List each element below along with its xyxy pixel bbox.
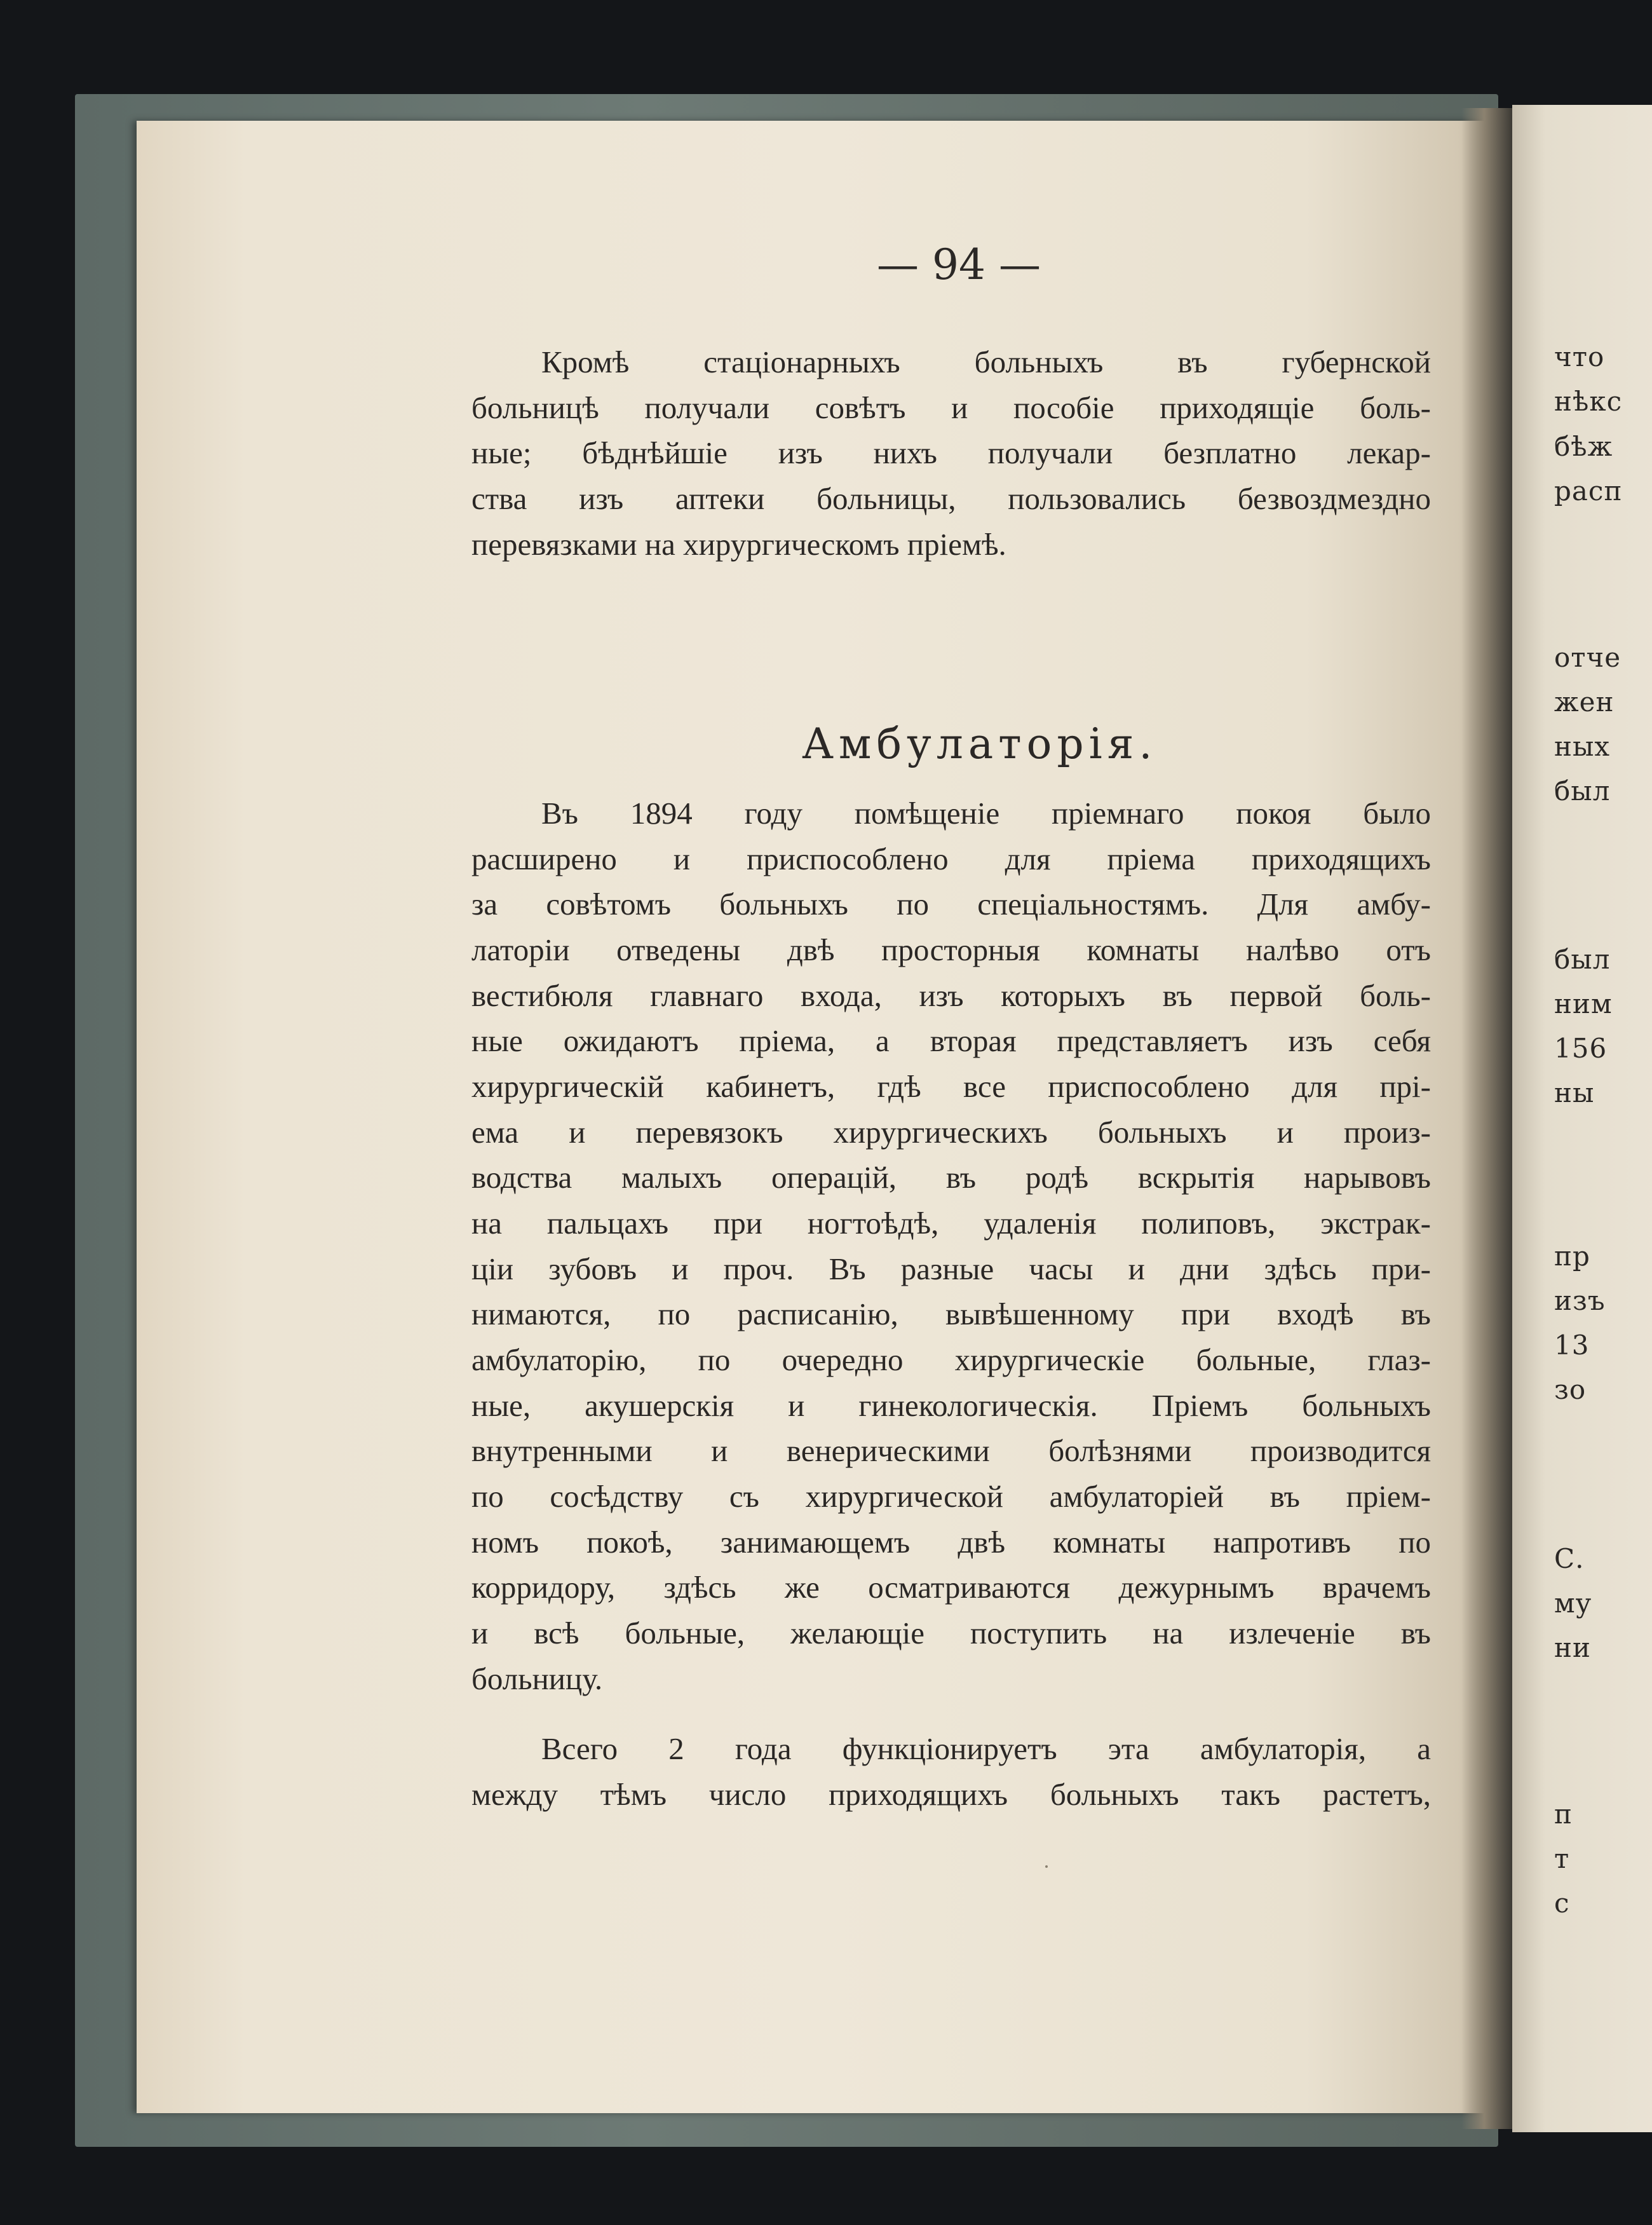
paragraph-2-line: амбулаторію, по очередно хирургическіе больные, глаз- bbox=[471, 1342, 1431, 1377]
facing-fragment: бѣж bbox=[1554, 431, 1613, 462]
paragraph-3-line: Всего 2 года функціонируетъ эта амбулаторія, а bbox=[541, 1731, 1431, 1766]
section-heading: Амбулаторія. bbox=[802, 719, 1158, 768]
paragraph-2-line: ема и перевязокъ хирургическихъ больныхъ и произ- bbox=[471, 1115, 1431, 1150]
paragraph-2-line: внутренными и венерическими болѣзнями производится bbox=[471, 1433, 1431, 1468]
paragraph-1-line: перевязками на хирургическомъ пріемѣ. bbox=[471, 527, 1006, 562]
paragraph-2-line: и всѣ больные, желающіе поступить на излеченіе въ bbox=[471, 1616, 1431, 1650]
paragraph-2-line: ціи зубовъ и проч. Въ разные часы и дни здѣсь при- bbox=[471, 1251, 1431, 1286]
paragraph-2-line: по сосѣдству съ хирургической амбулаторіей въ пріем- bbox=[471, 1479, 1431, 1514]
facing-fragment: что bbox=[1554, 341, 1605, 372]
paragraph-2-line: Въ 1894 году помѣщеніе пріемнаго покоя было bbox=[541, 796, 1431, 831]
facing-fragment: п bbox=[1554, 1799, 1573, 1830]
facing-fragment: 156 bbox=[1554, 1033, 1608, 1064]
paragraph-2-line: больницу. bbox=[471, 1661, 603, 1696]
paragraph-2-line: хирургическій кабинетъ, гдѣ все приспособлено для прі- bbox=[471, 1069, 1431, 1104]
paragraph-2-line: номъ покоѣ, занимающемъ двѣ комнаты напротивъ по bbox=[471, 1525, 1431, 1560]
paper-speck bbox=[1045, 1865, 1048, 1868]
facing-fragment: пр bbox=[1554, 1241, 1590, 1272]
paragraph-2-line: ные ожидаютъ пріема, а вторая представляетъ изъ себя bbox=[471, 1023, 1431, 1058]
facing-page-edge bbox=[1512, 105, 1652, 2132]
paragraph-2-line: корридору, здѣсь же осматриваются дежурнымъ врачемъ bbox=[471, 1570, 1431, 1605]
facing-fragment: был bbox=[1554, 775, 1611, 806]
paragraph-2-line: на пальцахъ при ногтоѣдѣ, удаленія полиповъ, экстрак- bbox=[471, 1206, 1431, 1241]
facing-fragment: изъ bbox=[1554, 1285, 1606, 1316]
facing-fragment: ни bbox=[1554, 1632, 1591, 1663]
paragraph-2-line: нимаются, по расписанію, вывѣшенному при входѣ въ bbox=[471, 1296, 1431, 1331]
paragraph-1-line: ства изъ аптеки больницы, пользовались безвоздмездно bbox=[471, 481, 1431, 516]
facing-fragment: 13 bbox=[1554, 1330, 1590, 1361]
book-gutter bbox=[1461, 108, 1519, 2129]
facing-fragment: т bbox=[1554, 1843, 1570, 1874]
facing-fragment: с bbox=[1554, 1888, 1570, 1919]
paragraph-1-line: больницѣ получали совѣтъ и пособіе приходящіе боль- bbox=[471, 390, 1431, 425]
paragraph-2-line: вестибюля главнаго входа, изъ которыхъ въ первой боль- bbox=[471, 978, 1431, 1013]
facing-fragment: му bbox=[1554, 1588, 1592, 1619]
facing-fragment: расп bbox=[1554, 475, 1623, 507]
facing-fragment: нѣкс bbox=[1554, 386, 1623, 417]
paragraph-2-line: за совѣтомъ больныхъ по спеціальностямъ. Для амбу- bbox=[471, 887, 1431, 922]
paragraph-2-line: латоріи отведены двѣ просторныя комнаты налѣво отъ bbox=[471, 932, 1431, 967]
paragraph-2-line: водства малыхъ операцій, въ родѣ вскрытія нарывовъ bbox=[471, 1160, 1431, 1195]
paragraph-1-line: Кромѣ стаціонарныхъ больныхъ въ губернской bbox=[541, 344, 1431, 379]
page-number: — 94 — bbox=[877, 240, 1041, 289]
paragraph-2-line: ные, акушерскія и гинекологическія. Пріемъ больныхъ bbox=[471, 1388, 1431, 1423]
facing-fragment: отче bbox=[1554, 642, 1622, 673]
facing-fragment: ных bbox=[1554, 731, 1611, 762]
facing-fragment: С. bbox=[1554, 1543, 1585, 1574]
facing-fragment: был bbox=[1554, 944, 1611, 975]
paragraph-1-line: ные; бѣднѣйшіе изъ нихъ получали безплатно лекар- bbox=[471, 435, 1431, 470]
paragraph-2-line: расширено и приспособлено для пріема приходящихъ bbox=[471, 841, 1431, 876]
paragraph-3-line: между тѣмъ число приходящихъ больныхъ такъ растетъ, bbox=[471, 1777, 1431, 1812]
facing-fragment: жен bbox=[1554, 686, 1615, 718]
facing-fragment: зо bbox=[1554, 1374, 1587, 1405]
facing-fragment: ны bbox=[1554, 1077, 1595, 1108]
facing-fragment: ним bbox=[1554, 988, 1613, 1019]
